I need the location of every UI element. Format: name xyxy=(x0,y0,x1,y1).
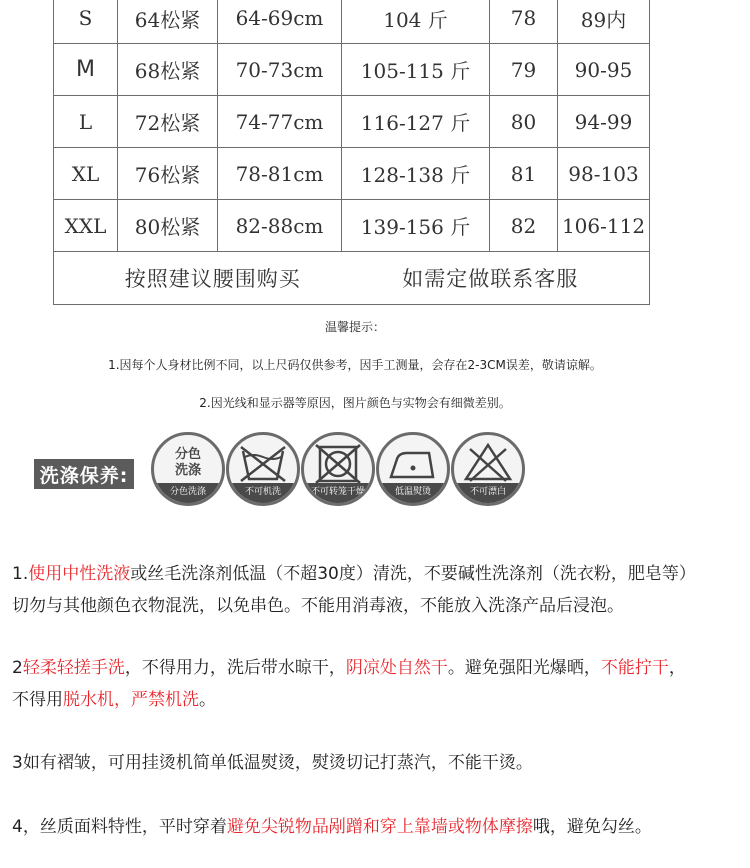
length-cell: 82 xyxy=(490,200,558,252)
weight-cell: 105-115 斤 xyxy=(342,44,490,96)
waist-cell: 64松紧 xyxy=(118,0,218,44)
note-custom-order: 如需定做联系客服 xyxy=(402,267,579,291)
waist-cell: 72松紧 xyxy=(118,96,218,148)
hip-cell: 82-88cm xyxy=(218,200,342,252)
length-cell: 81 xyxy=(490,148,558,200)
table-row xyxy=(54,96,650,148)
size-cell: XXL xyxy=(54,200,118,252)
care-caption: 不可漂白 xyxy=(454,483,522,503)
highlight-text: 使用中性洗液 xyxy=(28,564,131,584)
table-row xyxy=(54,148,650,200)
fit-cell: 90-95 xyxy=(558,44,650,96)
no-machine-wash-icon xyxy=(226,432,300,506)
care-caption: 不可机洗 xyxy=(229,483,297,503)
separate-wash-icon xyxy=(151,432,225,506)
weight-cell: 139-156 斤 xyxy=(342,200,490,252)
highlight-text: 轻柔轻搓手洗 xyxy=(22,658,125,678)
fit-cell: 94-99 xyxy=(558,96,650,148)
hip-cell: 64-69cm xyxy=(218,0,342,44)
highlight-text: 脱水机，严禁机洗 xyxy=(63,690,199,710)
tip-line-1: 1.因每个人身材比例不同，以上尺码仅供参考，因手工测量，会存在2-3CM误差，敬请谅解。 xyxy=(108,358,602,372)
tips-title: 温馨提示： xyxy=(324,320,385,334)
table-note xyxy=(54,252,650,305)
no-tumble-dry-icon xyxy=(301,432,375,506)
fit-cell: 98-103 xyxy=(558,148,650,200)
table-row xyxy=(54,44,650,96)
care-caption: 低温熨烫 xyxy=(379,483,447,503)
waist-cell: 68松紧 xyxy=(118,44,218,96)
instruction-2: 2轻柔轻搓手洗，不得用力，洗后带水晾干，阴凉处自然干。避免强阳光爆晒，不能拧干， 不得用脱水机，严禁机洗。 xyxy=(12,658,686,710)
table-row xyxy=(54,0,650,44)
weight-cell: 116-127 斤 xyxy=(342,96,490,148)
table-row xyxy=(54,200,650,252)
size-cell: S xyxy=(54,0,118,44)
instruction-3: 3如有褶皱，可用挂烫机简单低温熨烫，熨烫切记打蒸汽，不能干烫。 xyxy=(12,753,533,773)
size-cell: XL xyxy=(54,148,118,200)
size-table xyxy=(53,0,650,305)
size-cell: L xyxy=(54,96,118,148)
table-note-row xyxy=(54,252,650,305)
length-cell: 80 xyxy=(490,96,558,148)
weight-cell: 104 斤 xyxy=(342,0,490,44)
weight-cell: 128-138 斤 xyxy=(342,148,490,200)
care-caption: 分色洗涤 xyxy=(154,483,222,503)
care-label: 洗涤保养: xyxy=(34,459,134,489)
length-cell: 79 xyxy=(490,44,558,96)
note-waist-advice: 按照建议腰围购买 xyxy=(124,267,301,291)
hip-cell: 74-77cm xyxy=(218,96,342,148)
care-caption: 不可转笼干燥 xyxy=(304,483,372,503)
instruction-1: 1.使用中性洗液或丝毛洗涤剂低温（不超30度）清洗，不要碱性洗涤剂（洗衣粉，肥皂等） 切勿与其他颜色衣物混洗，以免串色。不能用消毒液，不能放入洗涤产品后浸泡。 xyxy=(12,564,696,616)
highlight-text: 避免尖锐物品剐蹭和穿上靠墙或物体摩擦 xyxy=(226,817,533,837)
separate-wash-symbol: 分色 洗涤 xyxy=(174,447,201,478)
low-iron-icon xyxy=(376,432,450,506)
hip-cell: 70-73cm xyxy=(218,44,342,96)
length-cell: 78 xyxy=(490,0,558,44)
size-cell: M xyxy=(54,44,118,96)
hip-cell: 78-81cm xyxy=(218,148,342,200)
highlight-text: 不能拧干 xyxy=(600,658,669,678)
fit-cell: 89内 xyxy=(558,0,650,44)
highlight-text: 阴凉处自然干 xyxy=(345,658,448,678)
waist-cell: 76松紧 xyxy=(118,148,218,200)
instruction-4: 4，丝质面料特性，平时穿着避免尖锐物品剐蹭和穿上靠墙或物体摩擦哦，避免勾丝。 xyxy=(12,817,652,837)
no-bleach-icon xyxy=(451,432,525,506)
waist-cell: 80松紧 xyxy=(118,200,218,252)
fit-cell: 106-112 xyxy=(558,200,650,252)
tip-line-2: 2.因光线和显示器等原因，图片颜色与实物会有细微差别。 xyxy=(199,396,511,410)
